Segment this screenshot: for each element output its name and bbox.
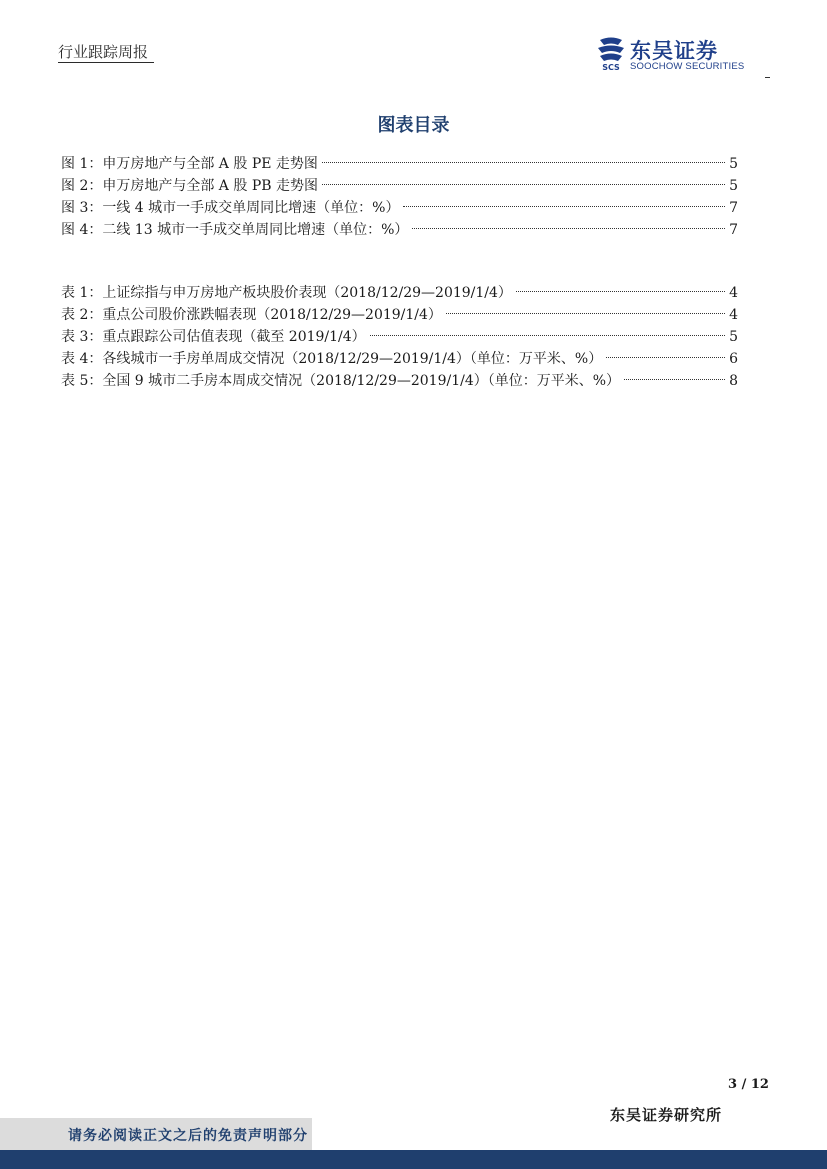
toc-entry-page: 7 (729, 222, 738, 238)
dot-leader (606, 336, 725, 358)
report-type-label: 行业跟踪周报 (58, 43, 149, 61)
footer-bar (0, 1150, 827, 1169)
toc-entry-label: 图 1：申万房地产与全部 A 股 PE 走势图 (61, 156, 318, 172)
dot-leader (624, 358, 725, 380)
company-logo (596, 34, 764, 74)
toc-entry-label: 图 2：申万房地产与全部 A 股 PB 走势图 (61, 178, 318, 194)
header-tick-mark (765, 77, 770, 78)
logo-chinese-name: 东吴证券 (630, 39, 718, 63)
figure-list (61, 146, 738, 238)
toc-entry-page: 6 (729, 351, 738, 367)
toc-entry-page: 4 (729, 285, 738, 301)
dot-leader (370, 314, 725, 336)
dot-leader (322, 163, 725, 185)
toc-entry-page: 8 (729, 373, 738, 389)
table-list (61, 275, 738, 389)
dot-leader (412, 207, 725, 229)
disclaimer-text: 请务必阅读正文之后的免责声明部分 (68, 1128, 308, 1144)
logo-english-name: SOOCHOW SECURITIES (630, 61, 745, 72)
dot-leader (516, 270, 725, 292)
toc-title: 图表目录 (377, 115, 450, 136)
toc-entry-label: 图 4：二线 13 城市一手成交单周同比增速（单位：%） (61, 222, 409, 238)
toc-entry-label: 图 3：一线 4 城市一手成交单周同比增速（单位：%） (61, 200, 400, 216)
toc-entry-label: 表 4：各线城市一手房单周成交情况（2018/12/29—2019/1/4）（单位：万平米、%） (61, 351, 603, 367)
dot-leader (322, 141, 725, 163)
toc-entry-page: 7 (729, 200, 738, 216)
toc-entry-page: 5 (729, 156, 738, 172)
institution-name: 东吴证券研究所 (610, 1106, 723, 1124)
toc-entry-label: 表 1：上证综指与申万房地产板块股价表现（2018/12/29—2019/1/4） (61, 285, 512, 301)
page-number: 3 / 12 (728, 1077, 769, 1092)
svg-text:SCS: SCS (602, 63, 620, 72)
toc-entry-page: 4 (729, 307, 738, 323)
header-underline (58, 62, 154, 63)
toc-entry-page: 5 (729, 178, 738, 194)
scs-logo-icon (596, 36, 626, 72)
toc-entry-label: 表 5：全国 9 城市二手房本周成交情况（2018/12/29—2019/1/4）（单位：万平米、%） (61, 373, 621, 389)
toc-entry-label: 表 3：重点跟踪公司估值表现（截至 2019/1/4） (61, 329, 366, 345)
toc-entry-label: 表 2：重点公司股价涨跌幅表现（2018/12/29—2019/1/4） (61, 307, 442, 323)
toc-entry-page: 5 (729, 329, 738, 345)
dot-leader (403, 185, 725, 207)
dot-leader (446, 292, 725, 314)
